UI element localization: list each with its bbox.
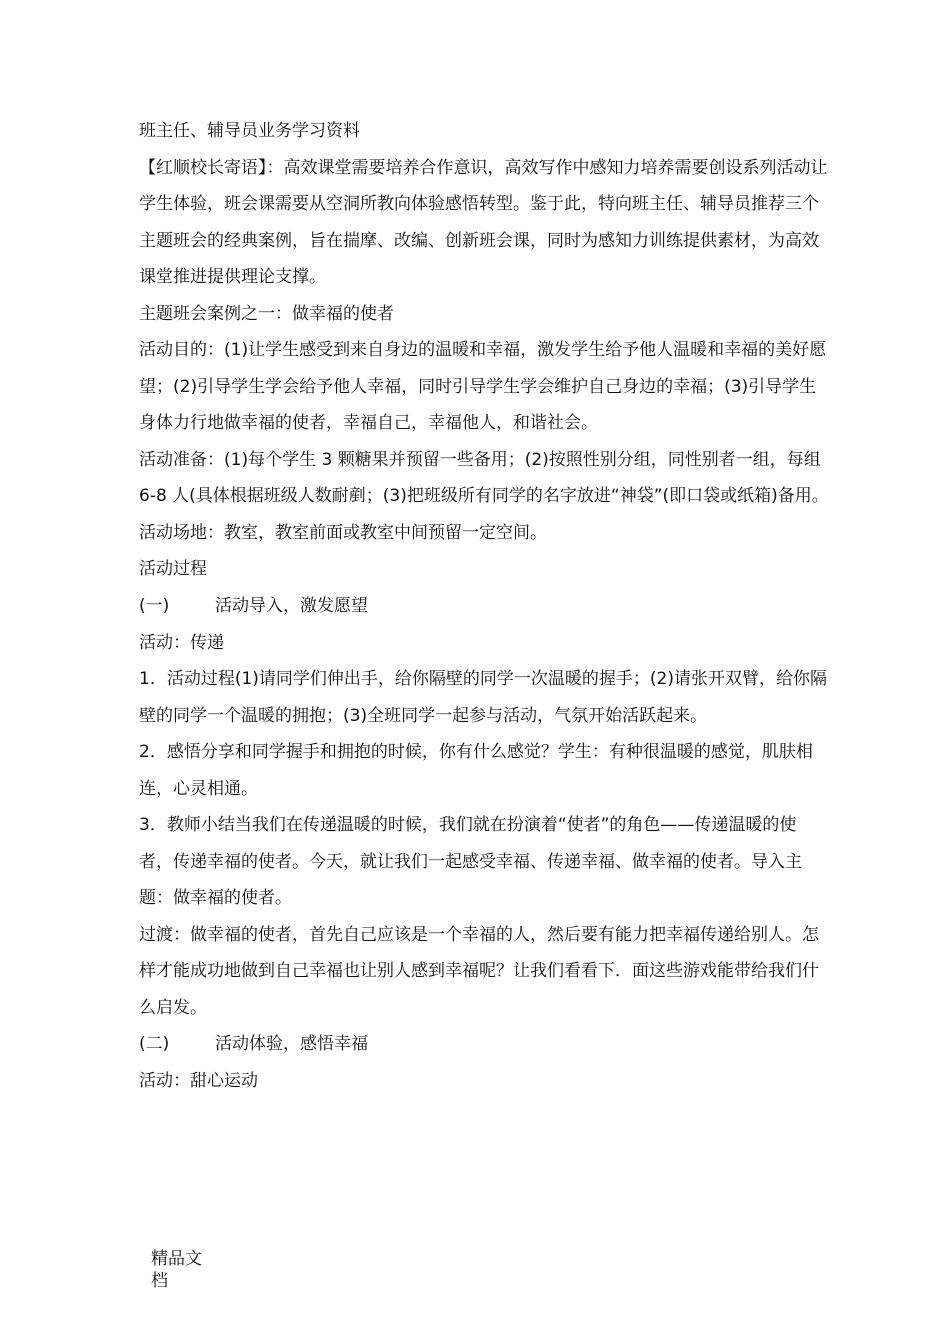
step-paragraph: 1．活动过程(1)请同学们伸出手，给你隔壁的同学一次温暖的握手；(2)请张开双臂，给你隔壁的同学一个温暖的拥抱；(3)全班同学一起参与活动，气氛开始活跃起来。 xyxy=(139,669,827,726)
activity-preparation: 活动准备：(1)每个学生 3 颗糖果并预留一些备用；(2)按照性别分组，同性别者一组，每组 6-8 人(具体根据班级人数耐剷；(3)把班级所有同学的名字放进“神袋”(即口袋或纸箱)备用。 xyxy=(139,449,829,506)
case-title: 主题班会案例之一：做幸福的使者 xyxy=(139,303,394,324)
transition-paragraph: 过渡：做幸福的使者，首先自己应该是一个幸福的人，然后要有能力把幸福传递给别人。怎样才能成功地做到自己幸福也让别人感到幸福呢？让我们看看下．面这些游戏能带给我们什么启发。 xyxy=(139,924,819,1018)
activity-goal: 活动目的：(1)让学生感受到来自身边的温暖和幸福，激发学生给予他人温暖和幸福的美好愿望；(2)引导学生学会给予他人幸福，同时引导学生学会维护自己身边的幸福；(3)引导学生身体力行地做幸福的使者，幸福自己，幸福他人，和谐社会。 xyxy=(139,340,827,433)
document-title: 班主任、辅导员业务学习资料 xyxy=(139,121,360,141)
activity-name: 活动：甜心运动 xyxy=(139,1071,258,1091)
document-body xyxy=(139,113,829,1100)
activity-name: 活动：传递 xyxy=(139,632,224,653)
step-paragraph: 2．感悟分享和同学握手和拥抱的时候，你有什么感觉？学生：有种很温暖的感觉，肌肤相连，心灵相通。 xyxy=(139,742,813,799)
section-title: 活动体验，感悟幸福 xyxy=(215,1034,368,1054)
page-footer xyxy=(151,1248,211,1292)
footer-line: 精品文 xyxy=(151,1249,202,1269)
section-heading-2 xyxy=(139,1026,829,1063)
footer-line: 档 xyxy=(151,1271,168,1291)
section-number: (一) xyxy=(139,595,170,616)
principal-message: 【红顺校长寄语】：高效课堂需要培养合作意识，高效写作中感知力培养需要创设系列活动让学生体验，班会课需要从空洞所教向体验感悟转型。鉴于此，特向班主任、辅导员推荐三个主题班会的经典案例，旨在揣摩、改编、创新班会课，同时为感知力训练提供素材，为高效课堂推进提供理论支撑。 xyxy=(139,157,828,287)
activity-venue: 活动场地：教室，教室前面或教室中间预留一定空间。 xyxy=(139,522,547,543)
step-paragraph: 3．教师小结当我们在传递温暖的时候，我们就在扮演着“使者”的角色——传递温暖的使者，传递幸福的使者。今天，就让我们一起感受幸福、传递幸福、做幸福的使者。导入主题：做幸福的使者。 xyxy=(139,815,802,908)
process-title: 活动过程 xyxy=(139,559,207,579)
section-heading-1 xyxy=(139,588,829,625)
section-number: (二) xyxy=(139,1034,170,1054)
section-title: 活动导入，激发愿望 xyxy=(215,595,368,616)
